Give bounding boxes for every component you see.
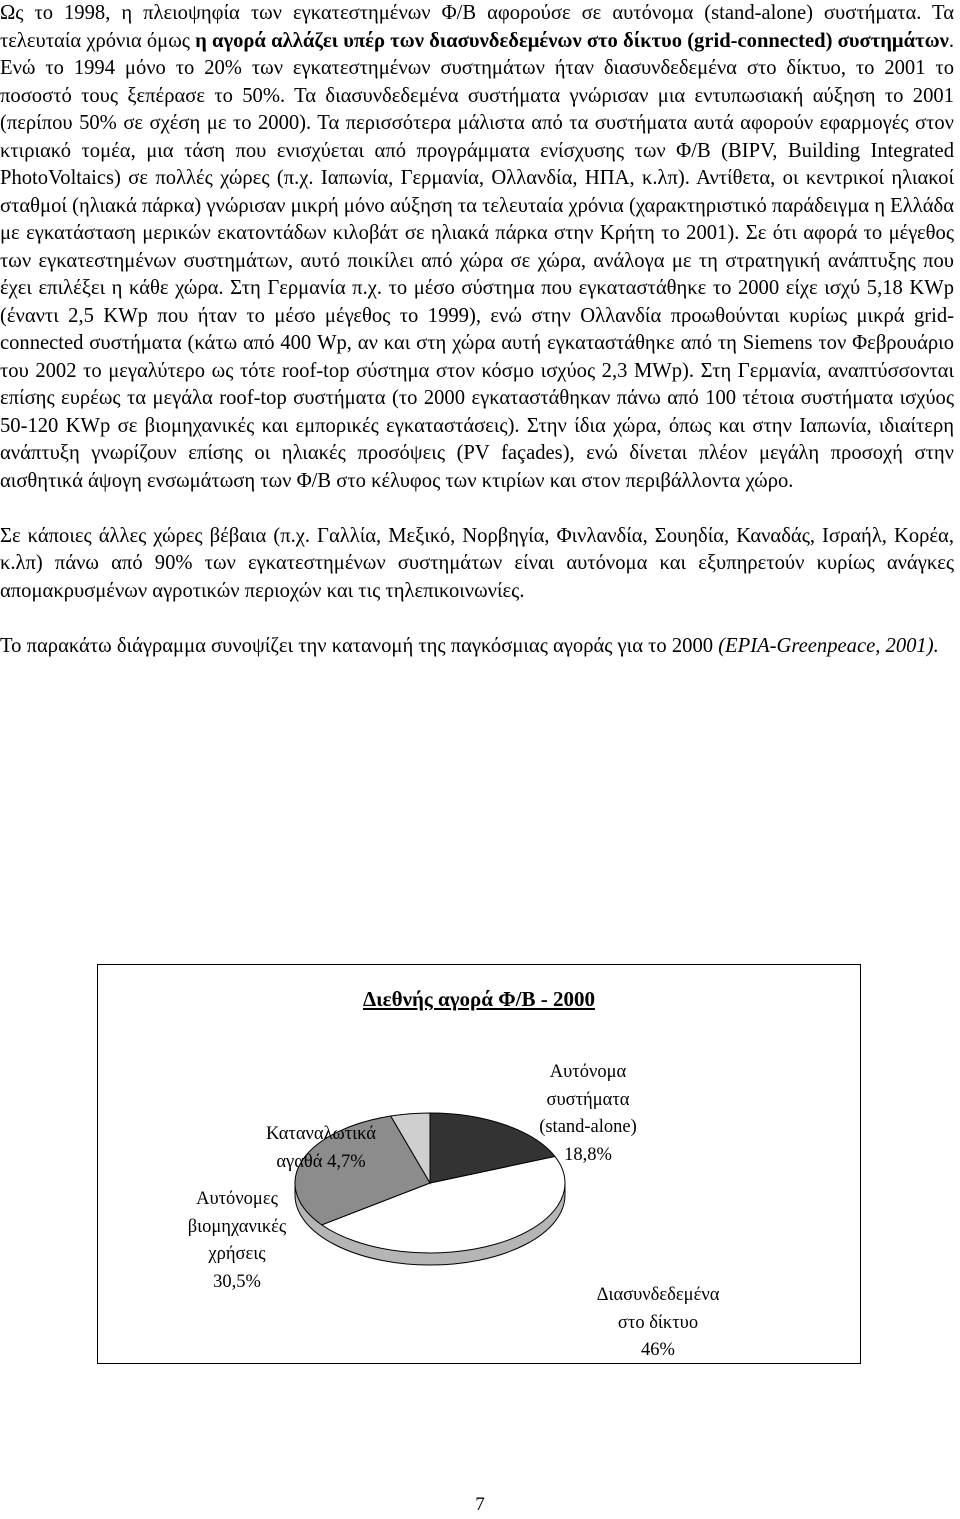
label-standalone-line-3: (stand-alone) (539, 1117, 637, 1137)
paragraph-3 (0, 633, 954, 661)
body-text (0, 0, 954, 660)
label-industrial-line-1: Αυτόνομες (196, 1189, 278, 1209)
paragraph-1-start: Ως το 1998, η πλειοψηφία των εγκατεστημένων Φ/Β αφορούσε σε αυτόνομα (stand-alone) συστήματα. Τα τελευταία χρόνια όμως (0, 2, 954, 52)
label-grid-line-1: Διασυνδεδεμένα (596, 1285, 720, 1305)
pie-chart-frame (97, 964, 861, 1364)
label-industrial (162, 1186, 312, 1296)
label-consumer-line-1: Καταναλωτικά (266, 1124, 376, 1144)
label-industrial-line-2: βιομηχανικές (187, 1216, 287, 1237)
label-standalone-line-4: 18,8% (564, 1144, 612, 1165)
label-grid-line-2: στο δίκτυο (617, 1312, 699, 1333)
label-grid-line-3: 46% (641, 1340, 675, 1360)
paragraph-2: Σε κάποιες άλλες χώρες βέβαια (π.χ. Γαλλία, Μεξικό, Νορβηγία, Φινλανδία, Σουηδία, Καναδάς, Ισραήλ, Κορέα, κ.λπ) πάνω από 90% των εγκατεστημένων συστημάτων είναι αυτόνομα και εξυπηρετούν κυρίως ανάγκες απομακρυσμένων αγροτικών περιοχών και τις τηλεπικοινωνίες. (0, 524, 954, 602)
pie-chart (98, 965, 862, 1365)
paragraph-1 (0, 0, 954, 495)
label-grid (578, 1282, 738, 1365)
paragraph-1-rest: . Ενώ το 1994 μόνο το 20% των εγκατεστημένων συστημάτων ήταν διασυνδεδεμένα στο δίκτυο, το 2001 το ποσοστό τους ξεπέρασε το 50%. Τα διασυνδεδεμένα συστήματα γνώρισαν μια εντυπωσιακή αύξηση το 2001 (περίπου 50% σε σχέση με το 2000). Τα περισσότερα μάλιστα από τα συστήματα αυτά αφορούν εφαρμογές στον κτιριακό τομέα, μια τάση που ενισχύεται από προγράμματα ενίσχυσης των Φ/Β (BIPV, Building Integrated PhotoVoltaics) σε πολλές χώρες (π.χ. Ιαπωνία, Γερμανία, Ολλανδία, ΗΠΑ, κ.λπ). Αντίθετα, οι κεντρικοί ηλιακοί σταθμοί (ηλιακά πάρκα) γνώρισαν μικρή μόνο αύξηση τα τελευταία χρόνια (χαρακτηριστικό παράδειγμα η Ελλάδα με εγκατάσταση μερικών εκατοντάδων κιλοβάτ σε ηλιακά πάρκα στην Κρήτη το 2001). Σε ότι αφορά το μέγεθος των εγκατεστημένων συστημάτων, αυτό ποικίλει από χώρα σε χώρα, ανάλογα με τη στρατηγική ανάπτυξης που έχει επιλέξει η κάθε χώρα. Στη Γερμανία π.χ. το μέσο σύστημα που εγκαταστάθηκε το 2000 είχε ισχύ 5,18 KWp (έναντι 2,5 KWp που ήταν το μέσο μέγεθος το 1999), ενώ στην Ολλανδία προωθούνται κυρίως μικρά grid-connected συστήματα (κάτω από 400 Wp, αν και στη χώρα αυτή εγκαταστάθηκε από τη Siemens τον Φεβρουάριο του 2002 το μεγαλύτερο ως τότε roof-top σύστημα στον κόσμο ισχύος 2,3 MWp). Στη Γερμανία, αναπτύσσονται επίσης ευρέως τα μεγάλα roof-top συστήματα (το 2000 εγκαταστάθηκαν πάνω από 100 τέτοια συστήματα ισχύος 50-120 KWp σε βιομηχανικές και εμπορικές εγκαταστάσεις). Στην ίδια χώρα, όπως και στην Ιαπωνία, ιδιαίτερη ανάπτυξη γνωρίζουν επίσης οι ηλιακές προσόψεις (PV façades), ενώ δίνεται πλέον μεγάλη προσοχή στην αισθητικά άψογη ενσωμάτωση των Φ/Β στο κέλυφος των κτιρίων και στον περιβάλλοντα χώρο. (0, 29, 954, 492)
label-standalone (498, 1059, 678, 1169)
label-standalone-line-1: Αυτόνομα (549, 1062, 627, 1082)
label-consumer (241, 1121, 401, 1176)
citation: (EPIA-Greenpeace, 2001). (718, 634, 939, 657)
paragraph-1-bold: η αγορά αλλάζει υπέρ των διασυνδεδεμένων στο δίκτυο (grid-connected) συστημάτων (195, 29, 949, 52)
chart-title: Διεθνής αγορά Φ/Β - 2000 (362, 987, 596, 1011)
page-number: 7 (475, 1494, 485, 1515)
paragraph-3-text: Το παρακάτω διάγραμμα συνοψίζει την κατανομή της παγκόσμιας αγοράς για το 2000 (0, 634, 719, 657)
label-consumer-line-2: αγαθά 4,7% (276, 1151, 366, 1172)
label-industrial-line-3: χρήσεις (208, 1244, 266, 1264)
label-standalone-line-2: συστήματα (546, 1089, 630, 1110)
label-industrial-line-4: 30,5% (213, 1271, 261, 1292)
